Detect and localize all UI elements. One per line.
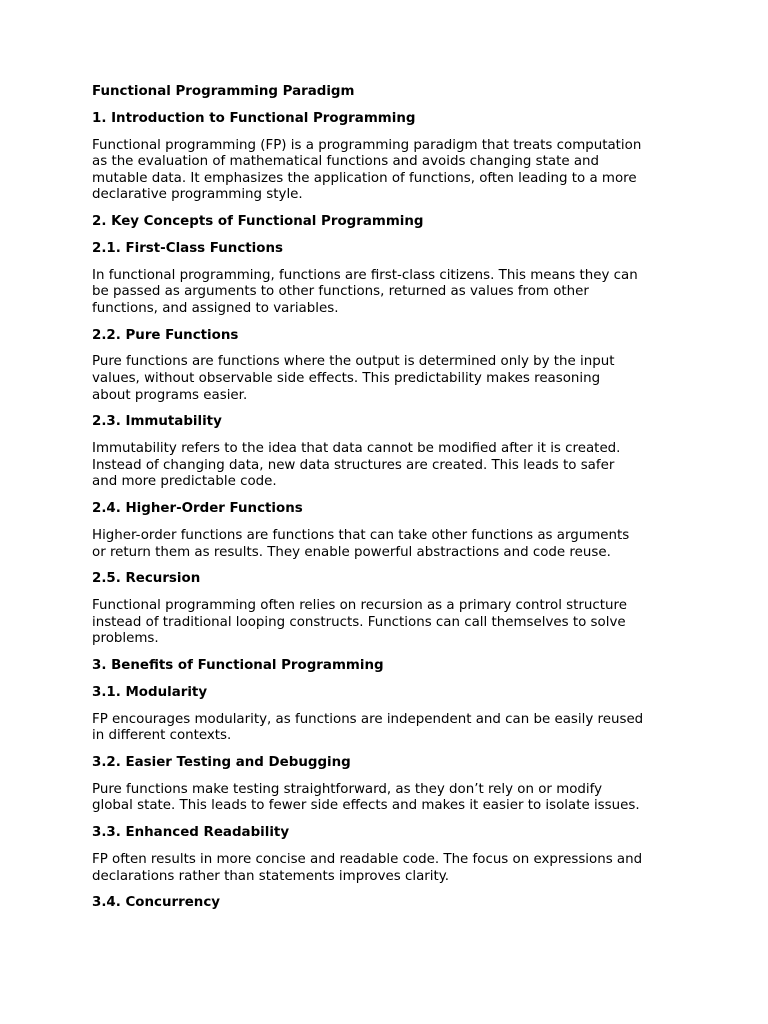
paragraph-line: functions, and assigned to variables. bbox=[92, 300, 339, 316]
paragraph-line: and more predictable code. bbox=[92, 474, 277, 490]
paragraph-line: In functional programming, functions are first-class citizens. This means they can bbox=[92, 267, 638, 283]
paragraph-line: Pure functions make testing straightforward, as they don’t rely on or modify bbox=[92, 781, 603, 797]
paragraph-line: values, without observable side effects. This predictability makes reasoning bbox=[92, 371, 601, 387]
paragraph-line: global state. This leads to fewer side effects and makes it easier to isolate issues. bbox=[92, 798, 640, 814]
paragraph-line: Immutability refers to the idea that data cannot be modified after it is created. bbox=[92, 441, 621, 457]
paragraph-line: declarations rather than statements improves clarity. bbox=[92, 868, 450, 884]
paragraph-line: problems. bbox=[92, 631, 159, 647]
paragraph-line: mutable data. It emphasizes the application of functions, often leading to a more bbox=[92, 170, 637, 186]
paragraph-line: instead of traditional looping constructs. Functions can call themselves to solve bbox=[92, 614, 626, 630]
section-heading: 3. Benefits of Functional Programming bbox=[92, 658, 384, 674]
subsection-heading: 3.2. Easier Testing and Debugging bbox=[92, 755, 351, 770]
document-title: Functional Programming Paradigm bbox=[92, 84, 355, 99]
subsection-heading: 3.3. Enhanced Readability bbox=[92, 825, 290, 841]
subsection-heading: 3.4. Concurrency bbox=[92, 895, 220, 911]
paragraph-line: FP encourages modularity, as functions are independent and can be easily reused bbox=[92, 711, 644, 727]
paragraph-line: in different contexts. bbox=[92, 728, 232, 744]
document-body bbox=[92, 111, 692, 912]
paragraph-line: Functional programming (FP) is a programming paradigm that treats computation bbox=[92, 137, 642, 153]
paragraph bbox=[92, 712, 692, 745]
subsection-heading: 2.4. Higher-Order Functions bbox=[92, 501, 303, 517]
paragraph bbox=[92, 852, 692, 885]
paragraph-line: be passed as arguments to other functions, returned as values from other bbox=[92, 284, 589, 300]
paragraph-line: FP often results in more concise and readable code. The focus on expressions and bbox=[92, 851, 643, 867]
paragraph-line: declarative programming style. bbox=[92, 187, 303, 203]
subsection-heading: 2.5. Recursion bbox=[92, 571, 201, 587]
subsection-heading: 2.1. First-Class Functions bbox=[92, 240, 283, 256]
paragraph-line: or return them as results. They enable powerful abstractions and code reuse. bbox=[92, 544, 611, 560]
paragraph-line: Pure functions are functions where the output is determined only by the input bbox=[92, 354, 615, 370]
paragraph bbox=[92, 268, 692, 318]
paragraph-line: about programs easier. bbox=[92, 387, 248, 403]
paragraph-line: Higher-order functions are functions that can take other functions as arguments bbox=[92, 527, 630, 543]
document-page bbox=[92, 84, 692, 922]
paragraph bbox=[92, 441, 692, 491]
paragraph-line: Instead of changing data, new data structures are created. This leads to safer bbox=[92, 457, 615, 473]
paragraph bbox=[92, 782, 692, 815]
section-heading: 1. Introduction to Functional Programming bbox=[92, 110, 416, 126]
section-heading: 2. Key Concepts of Functional Programming bbox=[92, 214, 424, 230]
subsection-heading: 2.2. Pure Functions bbox=[92, 327, 239, 343]
paragraph-line: Functional programming often relies on recursion as a primary control structure bbox=[92, 598, 627, 614]
paragraph bbox=[92, 598, 692, 648]
paragraph bbox=[92, 354, 692, 404]
paragraph bbox=[92, 528, 692, 561]
paragraph bbox=[92, 138, 692, 204]
paragraph-line: as the evaluation of mathematical functions and avoids changing state and bbox=[92, 154, 600, 170]
subsection-heading: 3.1. Modularity bbox=[92, 684, 208, 700]
subsection-heading: 2.3. Immutability bbox=[92, 414, 222, 430]
